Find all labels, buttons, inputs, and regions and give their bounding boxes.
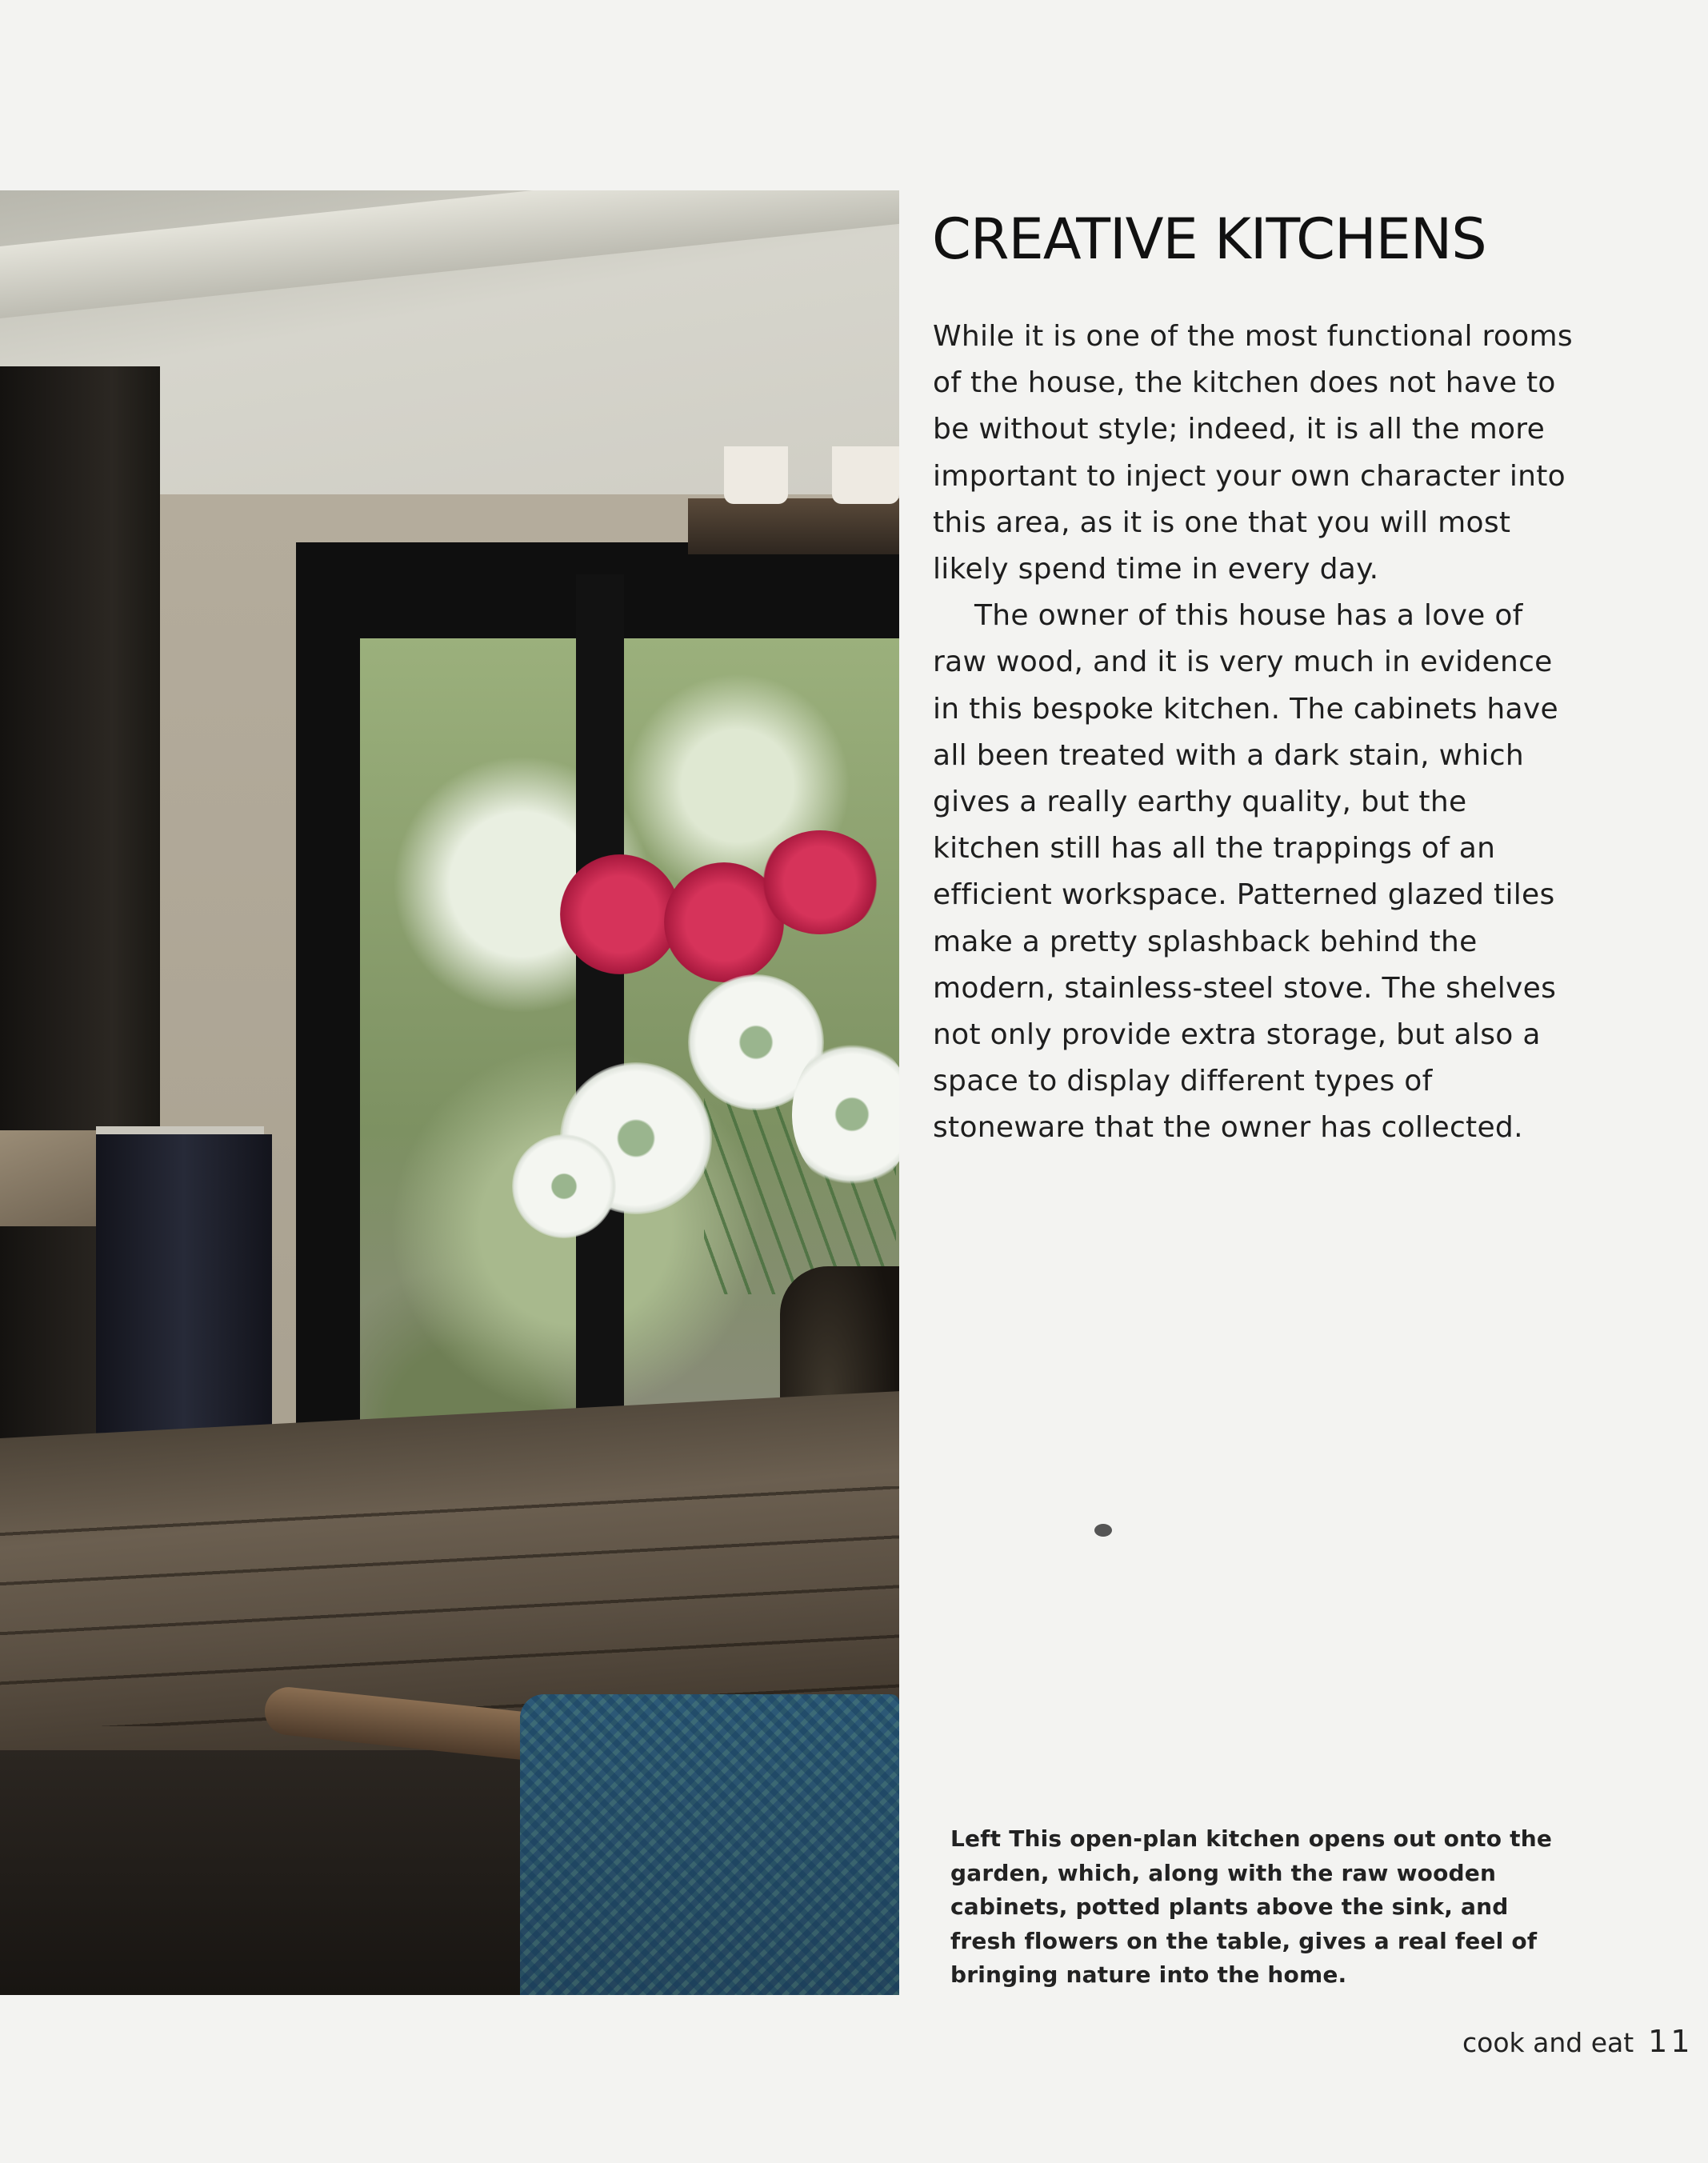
paper-speck [1094, 1524, 1112, 1537]
photo-red-flower [560, 854, 680, 974]
photo-wooden-shelf [688, 498, 899, 554]
page-footer [1462, 2024, 1694, 2059]
photo-caption [950, 1822, 1558, 1993]
page-number: 11 [1648, 2024, 1694, 2059]
kitchen-photo [0, 190, 899, 1995]
photo-red-flower [760, 830, 880, 934]
photo-white-pot [832, 446, 899, 504]
photo-white-pot [724, 446, 788, 504]
article-title: CREATIVE KITCHENS [932, 206, 1486, 272]
caption-lead: Left [950, 1825, 1002, 1852]
photo-white-flower [512, 1134, 616, 1238]
article-body [933, 314, 1573, 1152]
photo-table-planks [0, 1486, 899, 1726]
section-name: cook and eat [1462, 2027, 1634, 2058]
article-paragraph: The owner of this house has a love of raw wood, and it is very much in evidence in this bespoke kitchen. The cabinets have all been treated with a dark stain, which gives a really earthy quality, but the kitchen still has all the trappings of an efficient workspace. Patterned glazed tiles make a pretty splashback behind the modern, stainless-steel stove. The shelves not only provide extra storage, but also a space to display different types of stoneware that the owner has collected. [933, 599, 1558, 1145]
article-paragraph: While it is one of the most functional rooms of the house, the kitchen does not have to be without style; indeed, it is all the more important to inject your own character into this area, as it is one that you will most likely spend time in every day. [933, 320, 1573, 586]
photo-knitted-blanket [520, 1694, 899, 1995]
caption-text: This open-plan kitchen opens out onto the garden, which, along with the raw wooden cabinets, potted plants above the sink, and fresh flowers on the table, gives a real feel of bringing nature into the home. [950, 1825, 1553, 1988]
photo-stone-ledge [0, 1130, 104, 1226]
